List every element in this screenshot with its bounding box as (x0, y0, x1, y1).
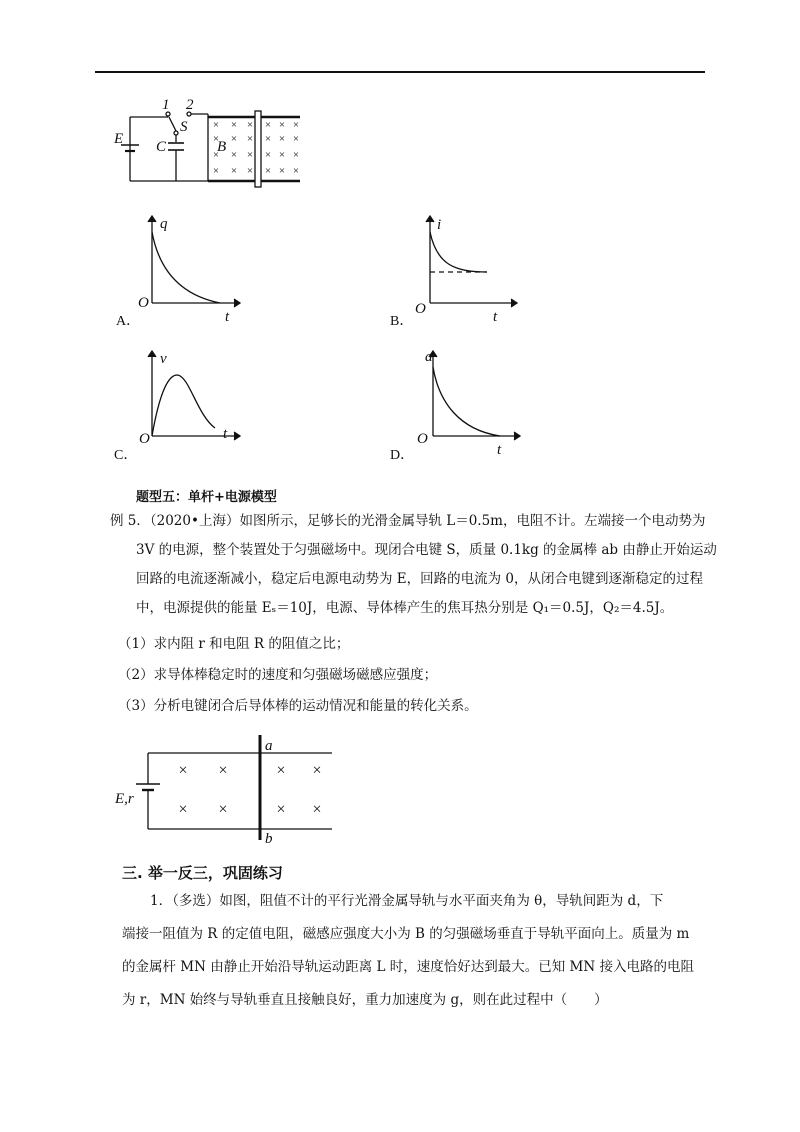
problem-1-line-4: 为 r，MN 始终与导轨垂直且接触良好，重力加速度为 g，则在此过程中（ ） (122, 992, 608, 1008)
field-cross-mark: × (292, 133, 300, 145)
field-cross-mark: × (218, 762, 228, 779)
field-cross-mark: × (212, 149, 220, 161)
field-cross-mark: × (264, 119, 272, 131)
graph-a-y-label: q (160, 216, 168, 232)
graph-d (405, 345, 545, 460)
header-rule (95, 71, 705, 73)
problem-1-line-1: 1．（多选）如图，阻值不计的平行光滑金属导轨与水平面夹角为 θ，导轨间距为 d，下 (150, 893, 664, 909)
rod-end-a-label: a (265, 738, 273, 754)
option-a-label: A． (116, 314, 141, 329)
problem-1-line-3: 的金属杆 MN 由静止开始沿导轨运动距离 L 时，速度恰好达到最大。已知 MN 接入电路的电阻 (122, 959, 694, 975)
field-cross-mark: × (246, 133, 254, 145)
contact-1-label: 1 (162, 97, 170, 113)
field-cross-mark: × (246, 119, 254, 131)
field-cross-mark: × (278, 165, 286, 177)
field-cross-mark: × (278, 149, 286, 161)
field-cross-mark: × (230, 149, 238, 161)
example-5-line-3: 回路的电流逐渐减小，稳定后电源电动势为 E，回路的电流为 0，从闭合电键到逐渐稳定的过程 (136, 571, 704, 587)
source-label: E (114, 131, 124, 147)
option-c-label: C． (114, 448, 138, 463)
graph-a (115, 210, 255, 325)
field-cross-mark: × (264, 149, 272, 161)
graph-b-x-label: t (493, 309, 498, 325)
graph-d-y-label: a (425, 349, 433, 365)
graph-b-origin: O (415, 301, 426, 317)
example-5-line-1: 例 5．（2020•上海）如图所示，足够长的光滑金属导轨 L＝0.5m，电阻不计。左端接一个电动势为 (110, 513, 706, 529)
field-cross-mark: × (264, 133, 272, 145)
field-cross-mark: × (178, 801, 188, 818)
field-cross-mark: × (212, 165, 220, 177)
example-5-question-2: （2）求导体棒稳定时的速度和匀强磁场磁感应强度； (118, 667, 438, 683)
graph-a-x-label: t (225, 309, 230, 325)
switch-label: S (180, 119, 188, 135)
graph-b-y-label: i (437, 217, 442, 233)
field-cross-mark: × (218, 801, 228, 818)
graph-c-y-label: v (160, 351, 167, 367)
field-cross-mark: × (212, 133, 220, 145)
field-cross-mark: × (292, 119, 300, 131)
field-cross-mark: × (312, 801, 322, 818)
problem-1-line-2: 端接一阻值为 R 的定值电阻，磁感应强度大小为 B 的匀强磁场垂直于导轨平面向上。质量为 m (122, 926, 690, 942)
example-5-line-4: 中，电源提供的能量 Eₛ＝10J，电源、导体棒产生的焦耳热分别是 Q₁＝0.5J，Q₂＝4.5J。 (136, 600, 674, 616)
field-cross-mark: × (292, 165, 300, 177)
field-cross-mark: × (230, 119, 238, 131)
option-b-label: B． (390, 314, 414, 329)
graph-c (115, 345, 255, 445)
example-5-question-1: （1）求内阻 r 和电阻 R 的阻值之比； (118, 636, 350, 652)
field-cross-mark: × (278, 133, 286, 145)
section-5-title: 题型五：单杆+电源模型 (136, 490, 277, 505)
field-label: B (217, 139, 227, 155)
field-cross-mark: × (292, 149, 300, 161)
field-cross-mark: × (230, 133, 238, 145)
field-cross-mark: × (312, 762, 322, 779)
graph-c-origin: O (139, 431, 150, 447)
example-5-question-3: （3）分析电键闭合后导体棒的运动情况和能量的转化关系。 (118, 698, 478, 714)
field-cross-mark: × (278, 119, 286, 131)
circuit-diagram-1 (110, 95, 310, 190)
contact-2-label: 2 (186, 97, 194, 113)
graph-d-x-label: t (497, 442, 502, 458)
example-5-line-2: 3V 的电源，整个装置处于匀强磁场中。现闭合电键 S，质量 0.1kg 的金属棒 ab 由静止开始运动 (136, 542, 717, 558)
rod-end-b-label: b (265, 831, 273, 847)
capacitor-label: C (156, 139, 167, 155)
graph-c-x-label: t (223, 426, 228, 442)
circuit-diagram-2 (110, 730, 340, 845)
field-cross-mark: × (246, 149, 254, 161)
field-cross-mark: × (212, 119, 220, 131)
field-cross-mark: × (276, 801, 286, 818)
section-3-title: 三. 举一反三，巩固练习 (122, 864, 283, 882)
source-er-label: E,r (115, 791, 134, 807)
graph-b (395, 210, 535, 325)
field-cross-mark: × (178, 762, 188, 779)
field-cross-mark: × (264, 165, 272, 177)
graph-a-origin: O (138, 295, 149, 311)
field-cross-mark: × (276, 762, 286, 779)
option-d-label: D． (390, 448, 415, 463)
graph-d-origin: O (417, 431, 428, 447)
field-cross-mark: × (230, 165, 238, 177)
field-cross-mark: × (246, 165, 254, 177)
